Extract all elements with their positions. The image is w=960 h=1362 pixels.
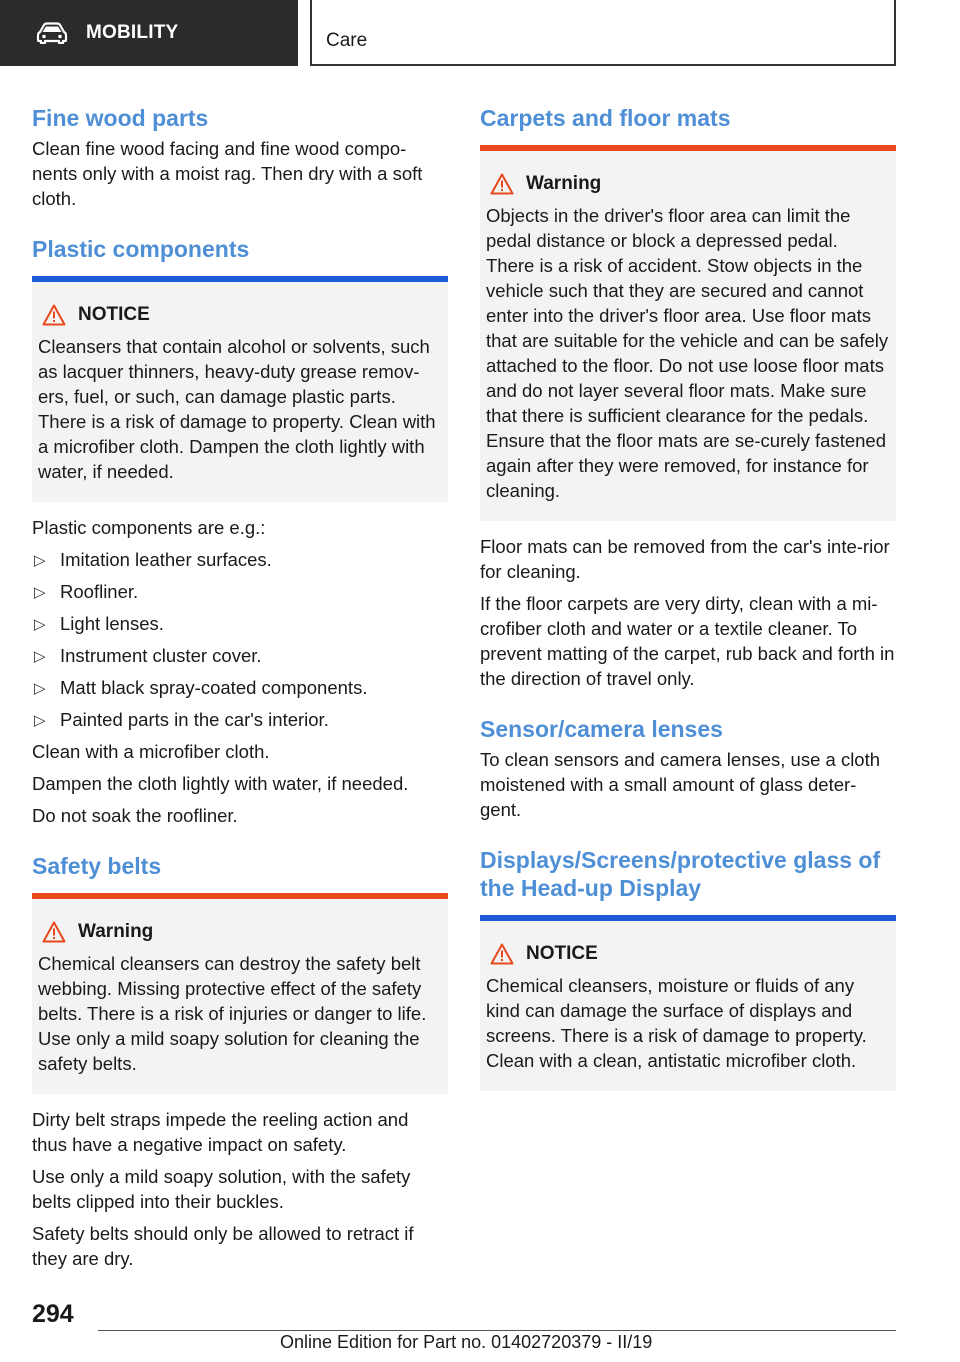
- warning-header: [486, 171, 890, 197]
- warning-triangle-icon: [42, 921, 66, 943]
- belts-para-3: Safety belts should only be allowed to retract if they are dry.: [32, 1223, 414, 1269]
- heading-plastic: Plastic components: [32, 236, 250, 262]
- notice-header: [486, 941, 890, 967]
- warning-text: Objects in the driver's floor area can limit the pedal distance or block a depressed pedal. There is a risk of accident. Stow objects in the vehicle such that they are secured and cannot enter into the driver's floor area. Use floor mats that are suitable for the vehicle and can be safely attached to the floor. Do not use loose floor mats and do not layer several floor mats. Make sure that there is sufficient clearance for the pedals. Ensure that the floor mats are se‐curely fastened again after they were removed, for instance for cleaning.: [486, 205, 889, 501]
- plastic-after-2: Dampen the cloth lightly with water, if needed.: [32, 773, 409, 794]
- carpets-para-1: Floor mats can be removed from the car's inte‐rior for cleaning.: [480, 536, 890, 582]
- notice-box-plastic: [32, 276, 448, 502]
- heading-displays: Displays/Screens/protective glass of the Head-up Display: [480, 847, 881, 901]
- car-icon: [36, 22, 68, 44]
- sensor-text: To clean sensors and camera lenses, use a cloth moistened with a small amount of glass deter‐gent.: [480, 749, 881, 820]
- warning-triangle-icon: [490, 173, 514, 195]
- belts-para-1: Dirty belt straps impede the reeling action and thus have a negative impact on safety.: [32, 1109, 409, 1155]
- plastic-list: [32, 547, 448, 732]
- warning-text: Chemical cleansers can destroy the safety belt webbing. Missing protective effect of the safety belts. There is a risk of injuries or danger to life. Use only a mild soapy solution for cleaning the safety belts.: [38, 953, 427, 1074]
- warning-box-carpets: [480, 145, 896, 521]
- notice-header: [38, 302, 442, 328]
- list-item: ▷ Instrument cluster cover.: [34, 645, 262, 666]
- tab-care-label: Care: [326, 30, 368, 51]
- belts-para-2: Use only a mild soapy solution, with the safety belts clipped into their buckles.: [32, 1166, 411, 1212]
- warning-box-belts: [32, 893, 448, 1094]
- list-item: ▷ Matt black spray-coated components.: [34, 677, 368, 698]
- list-item: ▷ Roofliner.: [34, 581, 139, 602]
- warning-header: [38, 919, 442, 945]
- page-footer: [0, 1290, 960, 1362]
- footer-divider: [98, 1330, 896, 1331]
- edition-text: Online Edition for Part no. 01402720379 - II/19: [280, 1332, 653, 1352]
- tab-mobility[interactable]: [0, 0, 298, 66]
- warning-triangle-icon: [490, 943, 514, 965]
- heading-fine-wood: Fine wood parts: [32, 105, 209, 131]
- notice-box-displays: [480, 915, 896, 1091]
- plastic-after-3: Do not soak the roofliner.: [32, 805, 238, 826]
- plastic-intro: Plastic components are e.g.:: [32, 517, 266, 538]
- list-item: ▷ Painted parts in the car's interior.: [34, 709, 329, 730]
- plastic-after-1: Clean with a microfiber cloth.: [32, 741, 270, 762]
- notice-title: NOTICE: [78, 304, 150, 325]
- right-column: [480, 100, 896, 1091]
- fine-wood-text: Clean fine wood facing and fine wood compo‐nents only with a moist rag. Then dry with a soft cloth.: [32, 138, 423, 209]
- warning-triangle-icon: [42, 304, 66, 326]
- notice-title: NOTICE: [526, 943, 598, 964]
- warning-title: Warning: [526, 173, 602, 194]
- notice-text: Cleansers that contain alcohol or solvents, such as lacquer thinners, heavy-duty grease remov‐ers, fuel, or such, can damage plastic parts. There is a risk of damage to property. Clean with a microfiber cloth. Dampen the cloth lightly with water, if needed.: [38, 336, 436, 482]
- list-item: ▷ Imitation leather surfaces.: [34, 549, 272, 570]
- warning-title: Warning: [78, 921, 154, 942]
- carpets-para-2: If the floor carpets are very dirty, clean with a mi‐crofiber cloth and water or a textile cleaner. To prevent matting of the carpet, rub back and forth in the direction of travel only.: [480, 593, 895, 689]
- tab-mobility-label: MOBILITY: [86, 22, 179, 43]
- left-column: [32, 100, 448, 1271]
- heading-safety-belts: Safety belts: [32, 853, 162, 879]
- notice-text: Chemical cleansers, moisture or fluids of any kind can damage the surface of displays and screens. There is a risk of damage to property. Clean with a clean, antistatic microfiber cloth.: [486, 975, 867, 1071]
- heading-sensor: Sensor/camera lenses: [480, 716, 723, 742]
- page-number: 294: [32, 1300, 74, 1328]
- page-header: [0, 0, 960, 66]
- tab-care[interactable]: [310, 0, 896, 66]
- list-item: ▷ Light lenses.: [34, 613, 164, 634]
- heading-carpets: Carpets and floor mats: [480, 105, 731, 131]
